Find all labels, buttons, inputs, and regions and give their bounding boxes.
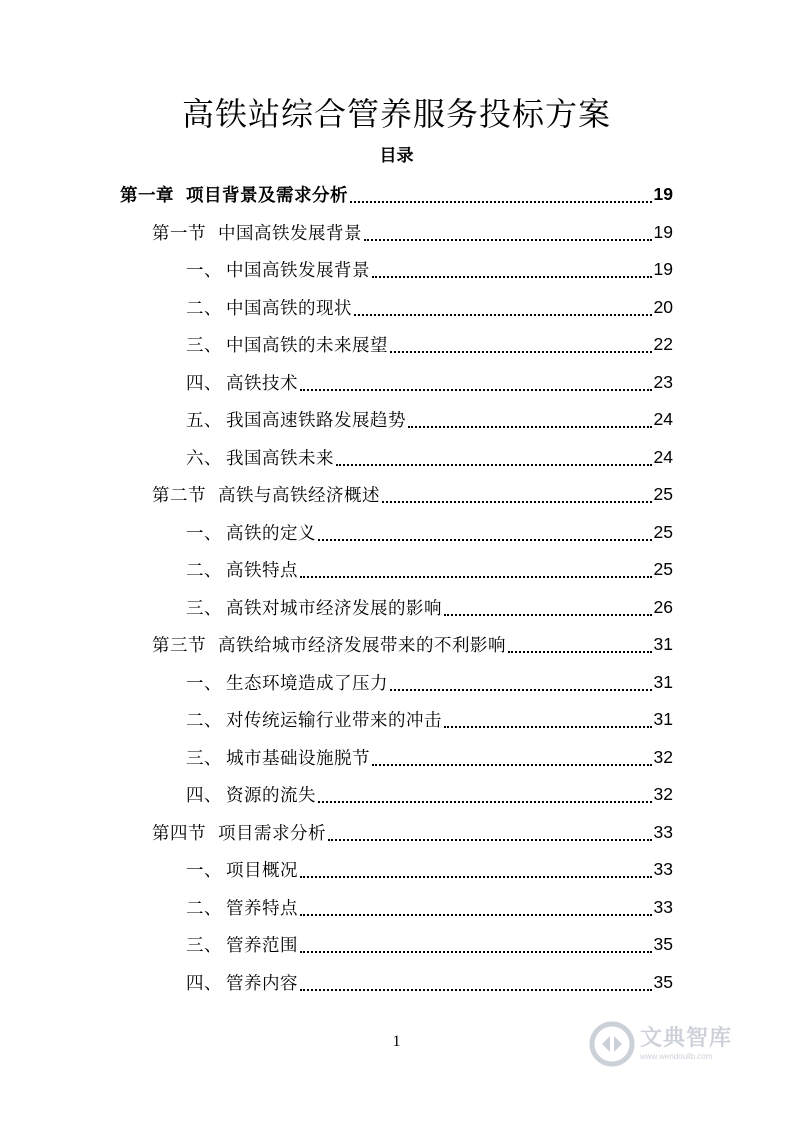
toc-entry[interactable] [0,364,793,402]
toc-entry-text: 高铁与高铁经济概述 [218,486,380,507]
toc-dot-leader [318,538,652,541]
toc-entry-text: 高铁给城市经济发展带来的不利影响 [218,636,506,657]
toc-entry-number: 第一节 [152,223,206,244]
toc-entry-page: 20 [653,296,673,317]
toc-dot-leader [408,425,652,428]
toc-entry[interactable] [0,589,793,627]
toc-entry-label [152,220,362,245]
toc-entry[interactable] [0,776,793,814]
toc-entry-label [186,670,388,695]
toc-entry-text: 生态环境造成了压力 [226,673,388,694]
toc-entry[interactable] [0,214,793,252]
toc-entry-number: 一、 [186,861,222,882]
toc-entry[interactable] [0,326,793,364]
toc-entry[interactable] [0,514,793,552]
toc-entry[interactable] [0,626,793,664]
toc-dot-leader [318,800,652,803]
toc-entry-page: 33 [653,896,673,917]
toc-entry[interactable] [0,926,793,964]
document-title: 高铁站综合管养服务投标方案 [181,95,611,133]
toc-entry-label [186,257,370,282]
toc-entry-label [186,857,298,882]
toc-entry-page: 24 [653,409,673,430]
toc-dot-leader [328,838,652,841]
toc-entry-page: 33 [653,859,673,880]
table-of-contents [0,176,793,1001]
toc-entry-text: 项目需求分析 [218,823,326,844]
toc-entry-number: 二、 [186,298,222,319]
toc-entry-text: 高铁特点 [226,561,298,582]
toc-entry-number: 一、 [186,523,222,544]
toc-entry[interactable] [0,964,793,1002]
toc-entry-page: 19 [653,221,673,242]
toc-entry-page: 25 [653,521,673,542]
toc-entry-label [152,632,506,657]
toc-entry-label [186,370,298,395]
toc-heading: 目录 [379,146,414,166]
toc-entry-text: 项目概况 [226,861,298,882]
toc-dot-leader [444,725,652,728]
toc-entry-number: 六、 [186,448,222,469]
toc-entry-page: 25 [653,484,673,505]
toc-entry-number: 三、 [186,598,222,619]
toc-entry-number: 三、 [186,336,222,357]
toc-entry-label [186,520,316,545]
toc-entry-label [186,932,298,957]
toc-dot-leader [372,275,652,278]
toc-dot-leader [390,350,652,353]
toc-dot-leader [508,650,652,653]
toc-entry-page: 22 [653,334,673,355]
toc-entry-number: 第一章 [120,186,174,207]
toc-entry-label [186,895,298,920]
toc-entry-label [186,332,388,357]
toc-entry-page: 23 [653,371,673,392]
toc-dot-leader [372,763,652,766]
toc-entry-text: 管养特点 [226,898,298,919]
toc-entry[interactable] [0,814,793,852]
toc-entry-page: 32 [653,784,673,805]
toc-dot-leader [300,388,652,391]
toc-entry-page: 31 [653,709,673,730]
toc-entry-label [186,557,298,582]
toc-entry-text: 管养内容 [226,973,298,994]
toc-entry-label [152,820,326,845]
toc-entry-page: 35 [653,971,673,992]
toc-entry-page: 33 [653,821,673,842]
toc-entry-page: 19 [653,259,673,280]
toc-entry-number: 三、 [186,748,222,769]
toc-entry-number: 二、 [186,898,222,919]
toc-dot-leader [390,688,652,691]
toc-entry-page: 35 [653,934,673,955]
toc-dot-leader [300,950,652,953]
toc-entry-number: 第四节 [152,823,206,844]
toc-dot-leader [350,200,652,203]
watermark-text: 文典智库 [640,1025,733,1051]
toc-entry[interactable] [0,664,793,702]
toc-entry[interactable] [0,439,793,477]
toc-dot-leader [354,313,652,316]
toc-entry-label [186,707,442,732]
toc-dot-leader [364,238,652,241]
toc-entry-label [186,970,298,995]
toc-entry[interactable] [0,289,793,327]
toc-entry-page: 32 [653,746,673,767]
toc-entry-text: 项目背景及需求分析 [186,186,348,207]
toc-entry-text: 中国高铁发展背景 [226,261,370,282]
toc-dot-leader [300,875,652,878]
toc-entry-number: 四、 [186,786,222,807]
toc-entry-text: 高铁技术 [226,373,298,394]
toc-entry[interactable] [0,889,793,927]
toc-entry-number: 一、 [186,673,222,694]
toc-dot-leader [300,575,652,578]
toc-entry-number: 四、 [186,373,222,394]
toc-entry-number: 四、 [186,973,222,994]
toc-entry-text: 高铁对城市经济发展的影响 [226,598,442,619]
toc-entry-label [152,482,380,507]
toc-entry-label [186,445,334,470]
toc-entry[interactable] [0,476,793,514]
toc-entry-label [186,595,442,620]
toc-entry[interactable] [0,401,793,439]
toc-entry-text: 我国高铁未来 [226,448,334,469]
toc-entry-label [186,745,370,770]
toc-entry-text: 管养范围 [226,936,298,957]
toc-entry-text: 中国高铁发展背景 [218,223,362,244]
toc-entry[interactable] [0,251,793,289]
toc-entry-page: 31 [653,671,673,692]
toc-entry-number: 二、 [186,561,222,582]
toc-entry-text: 中国高铁的现状 [226,298,352,319]
page-number: 1 [392,1033,401,1050]
toc-entry-page: 26 [653,596,673,617]
watermark-logo-icon [588,1020,636,1068]
watermark [588,1016,768,1072]
toc-entry-number: 第二节 [152,486,206,507]
toc-entry[interactable] [0,701,793,739]
toc-entry-text: 资源的流失 [226,786,316,807]
toc-entry-page: 19 [653,184,673,205]
toc-entry-label [120,182,348,207]
toc-entry-number: 第三节 [152,636,206,657]
toc-entry-text: 对传统运输行业带来的冲击 [226,711,442,732]
toc-entry-label [186,782,316,807]
watermark-url: www.wendoulib.com [640,1051,713,1061]
toc-entry[interactable] [0,176,793,214]
toc-dot-leader [444,613,652,616]
toc-entry-number: 五、 [186,411,222,432]
toc-entry-text: 我国高速铁路发展趋势 [226,411,406,432]
toc-entry[interactable] [0,851,793,889]
toc-entry-text: 中国高铁的未来展望 [226,336,388,357]
toc-entry[interactable] [0,739,793,777]
toc-entry-page: 25 [653,559,673,580]
toc-entry-label [186,295,352,320]
toc-dot-leader [300,913,652,916]
toc-dot-leader [300,988,652,991]
toc-entry-page: 31 [653,634,673,655]
toc-entry-label [186,407,406,432]
toc-dot-leader [382,500,652,503]
toc-dot-leader [336,463,652,466]
toc-entry-number: 三、 [186,936,222,957]
toc-entry-text: 城市基础设施脱节 [226,748,370,769]
toc-entry-page: 24 [653,446,673,467]
toc-entry-number: 二、 [186,711,222,732]
toc-entry[interactable] [0,551,793,589]
toc-entry-number: 一、 [186,261,222,282]
toc-entry-text: 高铁的定义 [226,523,316,544]
